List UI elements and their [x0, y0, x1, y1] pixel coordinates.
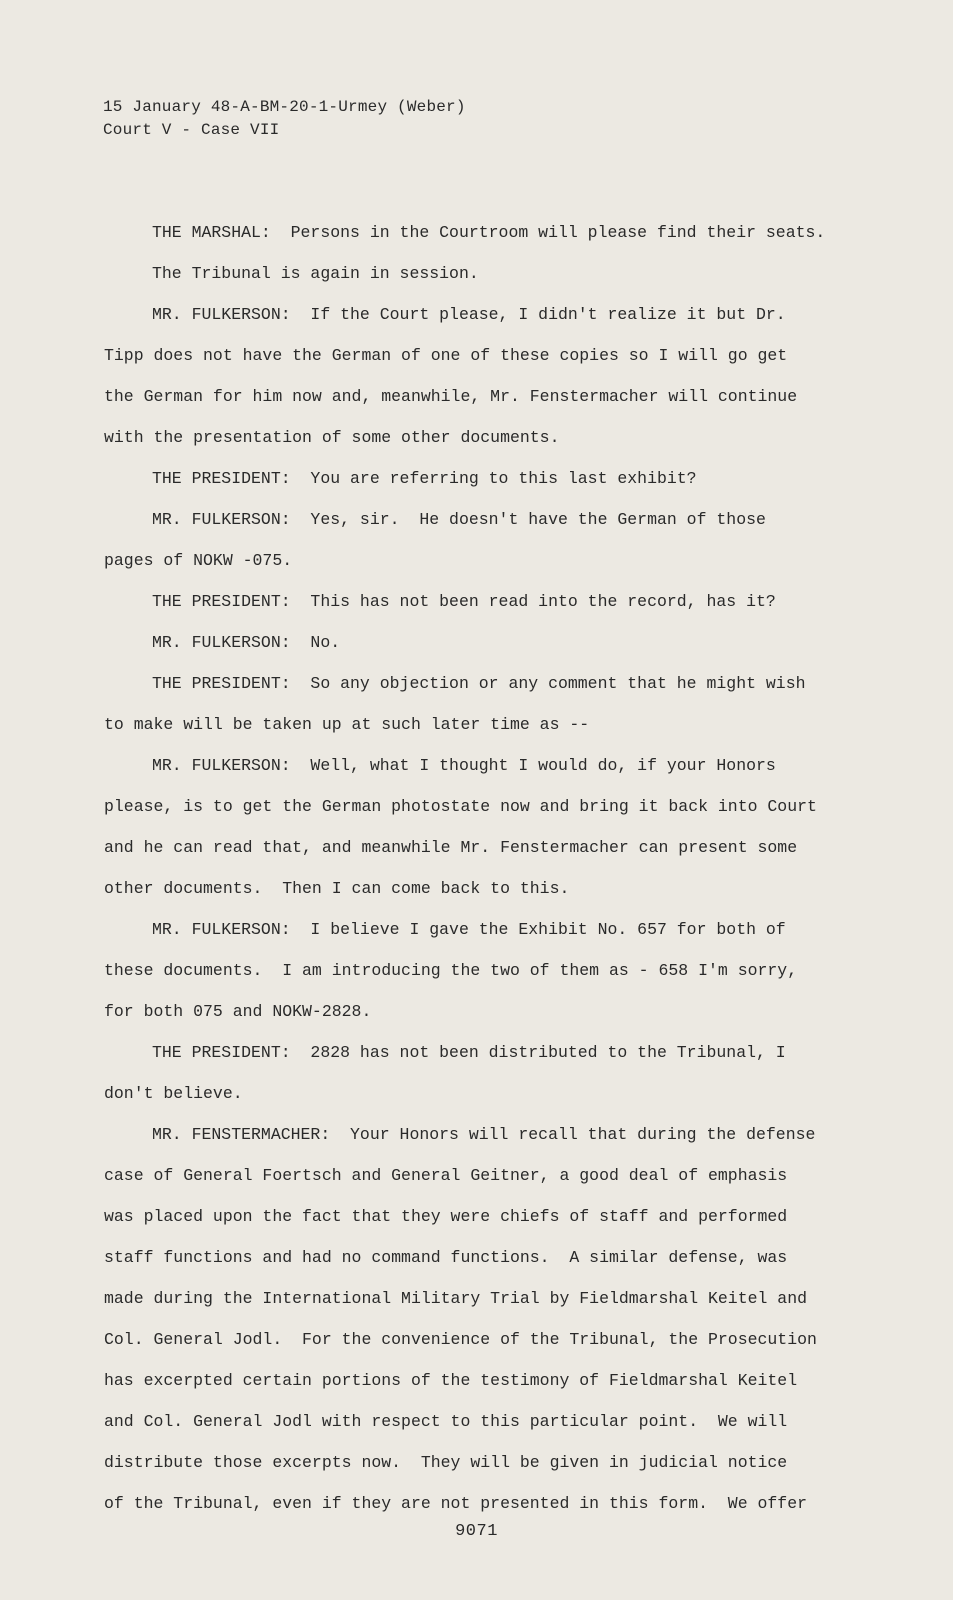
header-court-line: Court V - Case VII — [103, 121, 280, 139]
transcript-line: and he can read that, and meanwhile Mr. Fenstermacher can present some — [104, 838, 798, 857]
transcript-line: MR. FULKERSON: Yes, sir. He doesn't have the German of those — [152, 510, 766, 529]
header-reference-line: 15 January 48-A-BM-20-1-Urmey (Weber) — [103, 98, 466, 116]
transcript-line: the German for him now and, meanwhile, Mr. Fenstermacher will continue — [104, 387, 798, 406]
transcript-line: THE PRESIDENT: 2828 has not been distributed to the Tribunal, I — [152, 1043, 786, 1062]
transcript-line: don't believe. — [104, 1084, 243, 1103]
transcript-line: MR. FENSTERMACHER: Your Honors will recall that during the defense — [152, 1125, 816, 1144]
transcript-body — [104, 212, 849, 1524]
transcript-line: MR. FULKERSON: I believe I gave the Exhibit No. 657 for both of — [152, 920, 786, 939]
transcript-line: was placed upon the fact that they were chiefs of staff and performed — [104, 1207, 788, 1226]
transcript-line: Tipp does not have the German of one of these copies so I will go get — [104, 346, 788, 365]
transcript-line: for both 075 and NOKW-2828. — [104, 1002, 372, 1021]
transcript-line: THE PRESIDENT: You are referring to this last exhibit? — [152, 469, 697, 488]
transcript-line: has excerpted certain portions of the testimony of Fieldmarshal Keitel — [104, 1371, 798, 1390]
transcript-line: made during the International Military Trial by Fieldmarshal Keitel and — [104, 1289, 808, 1308]
transcript-line: pages of NOKW -075. — [104, 551, 293, 570]
transcript-line: these documents. I am introducing the two of them as - 658 I'm sorry, — [104, 961, 798, 980]
transcript-line: case of General Foertsch and General Geitner, a good deal of emphasis — [104, 1166, 788, 1185]
transcript-line: to make will be taken up at such later time as -- — [104, 715, 590, 734]
document-header — [103, 96, 466, 142]
transcript-line: THE MARSHAL: Persons in the Courtroom will please find their seats. — [152, 223, 826, 242]
transcript-line: distribute those excerpts now. They will be given in judicial notice — [104, 1453, 788, 1472]
page-number: 9071 — [455, 1522, 498, 1541]
transcript-line: Col. General Jodl. For the convenience of the Tribunal, the Prosecution — [104, 1330, 817, 1349]
transcript-line: THE PRESIDENT: So any objection or any comment that he might wish — [152, 674, 806, 693]
transcript-line: and Col. General Jodl with respect to this particular point. We will — [104, 1412, 788, 1431]
transcript-line: MR. FULKERSON: Well, what I thought I would do, if your Honors — [152, 756, 776, 775]
transcript-line: with the presentation of some other documents. — [104, 428, 560, 447]
transcript-line: MR. FULKERSON: If the Court please, I didn't realize it but Dr. — [152, 305, 786, 324]
transcript-line: THE PRESIDENT: This has not been read into the record, has it? — [152, 592, 776, 611]
transcript-line: staff functions and had no command functions. A similar defense, was — [104, 1248, 788, 1267]
transcript-line: The Tribunal is again in session. — [152, 264, 479, 283]
transcript-line: of the Tribunal, even if they are not presented in this form. We offer — [104, 1494, 808, 1513]
transcript-line: please, is to get the German photostate now and bring it back into Court — [104, 797, 817, 816]
transcript-line: MR. FULKERSON: No. — [152, 633, 341, 652]
transcript-line: other documents. Then I can come back to this. — [104, 879, 570, 898]
